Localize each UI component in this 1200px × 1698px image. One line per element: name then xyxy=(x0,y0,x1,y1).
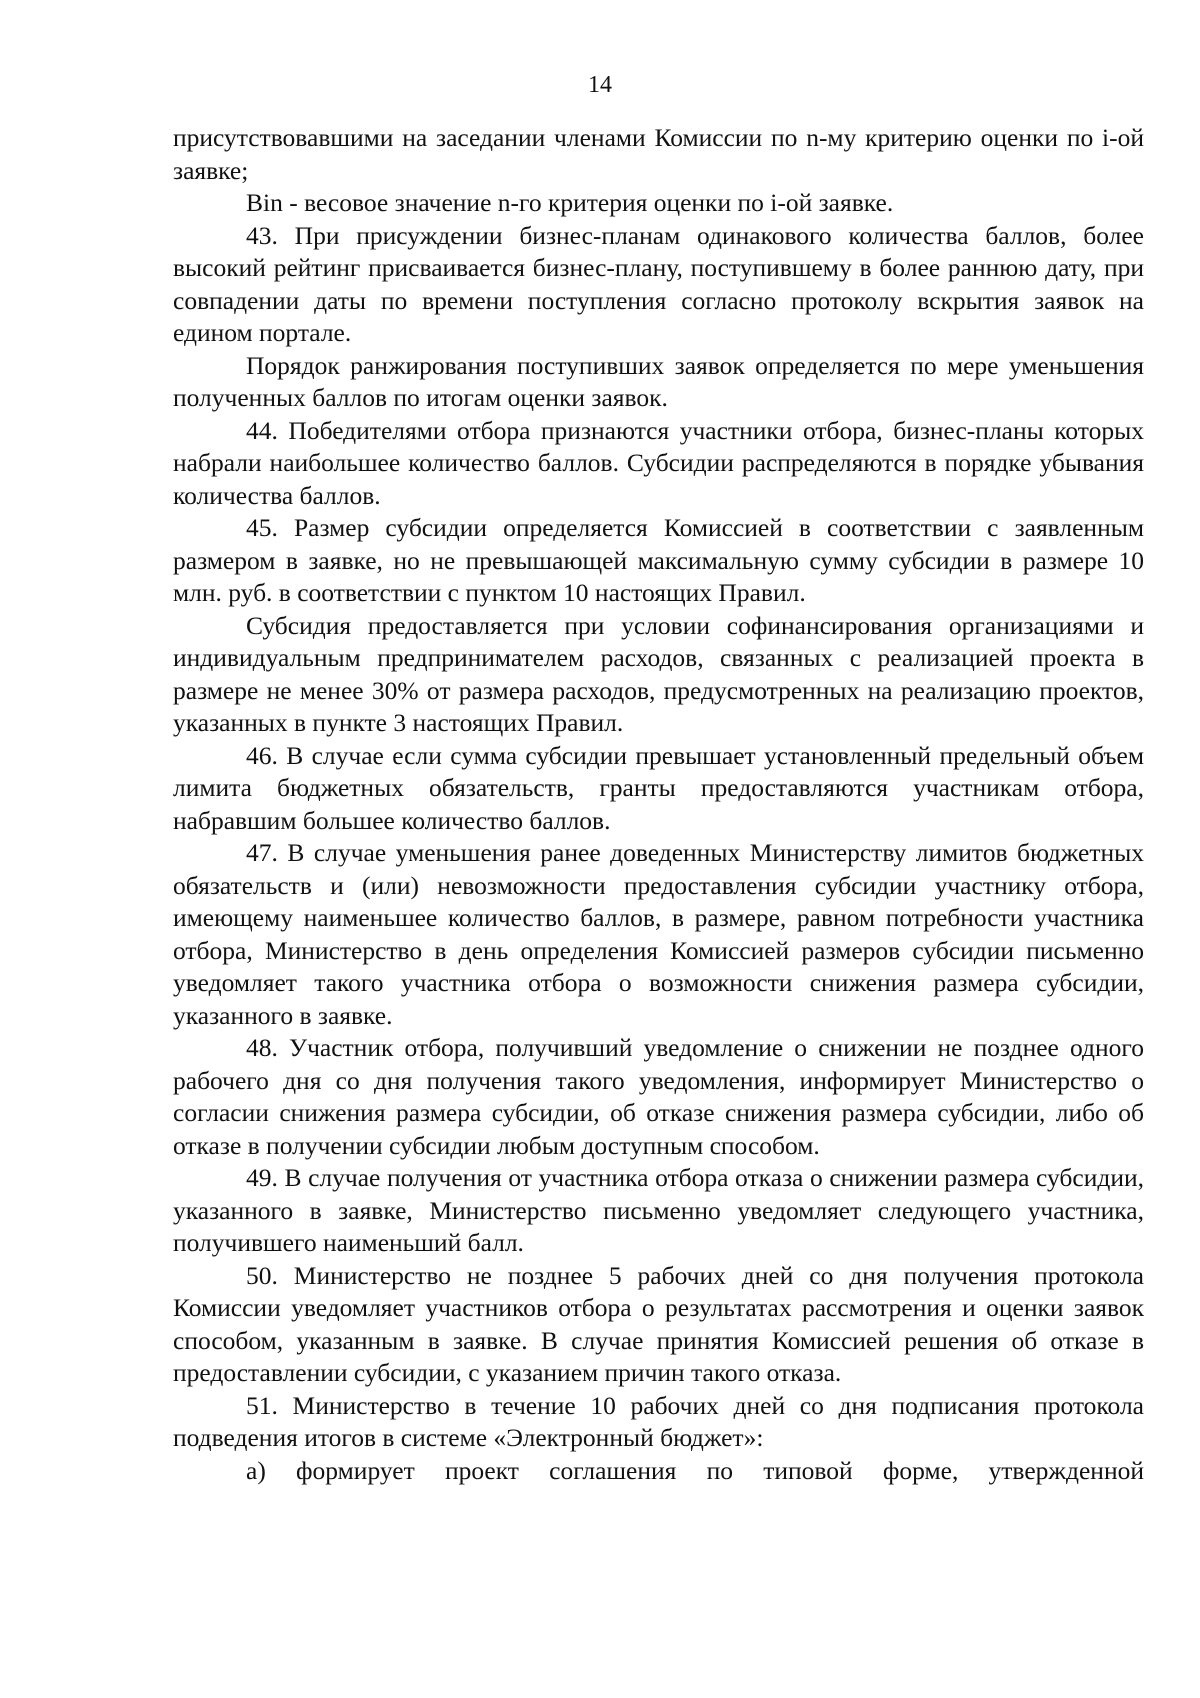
paragraph-weight-definition: Bin - весовое значение n-го критерия оценки по i-ой заявке. xyxy=(246,188,894,217)
paragraph-cofinancing: Субсидия предоставляется при условии софинансирования организациями и индивидуальным предпринимателем расходов, связанных с реализацией проекта в размере не менее 30% от размера расходов, предусмотренных на реализацию проектов, указанных в пункте 3 настоящих Правил. xyxy=(173,610,1144,737)
paragraph-ranking-order: Порядок ранжирования поступивших заявок определяется по мере уменьшения полученных баллов по итогам оценки заявок. xyxy=(173,350,1144,412)
paragraph-46: 46. В случае если сумма субсидии превышает установленный предельный объем лимита бюджетных обязательств, гранты предоставляются участникам отбора, набравшим большее количество баллов. xyxy=(173,740,1144,835)
paragraph-50: 50. Министерство не позднее 5 рабочих дней со дня получения протокола Комиссии уведомляет участников отбора о результатах рассмотрения и оценки заявок способом, указанным в заявке. В случае принятия Комиссией решения об отказе в предоставлении субсидии, с указанием причин такого отказа. xyxy=(173,1260,1144,1387)
paragraph-45: 45. Размер субсидии определяется Комиссией в соответствии с заявленным размером в заявке, но не превышающей максимальную сумму субсидии в размере 10 млн. руб. в соответствии с пунктом 10 настоящих Правил. xyxy=(173,513,1144,607)
paragraph-formula-continuation: присутствовавшими на заседании членами Комиссии по n-му критерию оценки по i-ой заявке; xyxy=(173,123,1144,185)
paragraph-49: 49. В случае получения от участника отбора отказа о снижении размера субсидии, указанного в заявке, Министерство письменно уведомляет следующего участника, получившего наименьший балл. xyxy=(173,1163,1144,1257)
paragraph-44: 44. Победителями отбора признаются участники отбора, бизнес-планы которых набрали наибольшее количество баллов. Субсидии распределяются в порядке убывания количества баллов. xyxy=(173,415,1144,510)
paragraph-51-a: а) формирует проект соглашения по типовой форме, утвержденной xyxy=(246,1455,1144,1485)
paragraph-47: 47. В случае уменьшения ранее доведенных Министерству лимитов бюджетных обязательств и (или) невозможности предоставления субсидии участнику отбора, имеющему наименьшее количество баллов, в размере, равном потребности участника отбора, Министерство в день определения Комиссией размеров субсидии письменно уведомляет такого участника отбора о возможности снижения размера субсидии, указанного в заявке. xyxy=(173,838,1144,1030)
document-body xyxy=(173,122,1144,1487)
paragraph-51: 51. Министерство в течение 10 рабочих дней со дня подписания протокола подведения итогов в системе «Электронный бюджет»: xyxy=(173,1390,1144,1452)
paragraph-48: 48. Участник отбора, получивший уведомление о снижении не позднее одного рабочего дня со дня получения такого уведомления, информирует Министерство о согласии снижения размера субсидии, об отказе снижения размера субсидии, либо об отказе в получении субсидии любым доступным способом. xyxy=(173,1033,1144,1160)
paragraph-43: 43. При присуждении бизнес-планам одинакового количества баллов, более высокий рейтинг присваивается бизнес-плану, поступившему в более раннюю дату, при совпадении даты по времени поступления согласно протоколу вскрытия заявок на едином портале. xyxy=(173,220,1144,347)
page-number: 14 xyxy=(588,72,612,98)
